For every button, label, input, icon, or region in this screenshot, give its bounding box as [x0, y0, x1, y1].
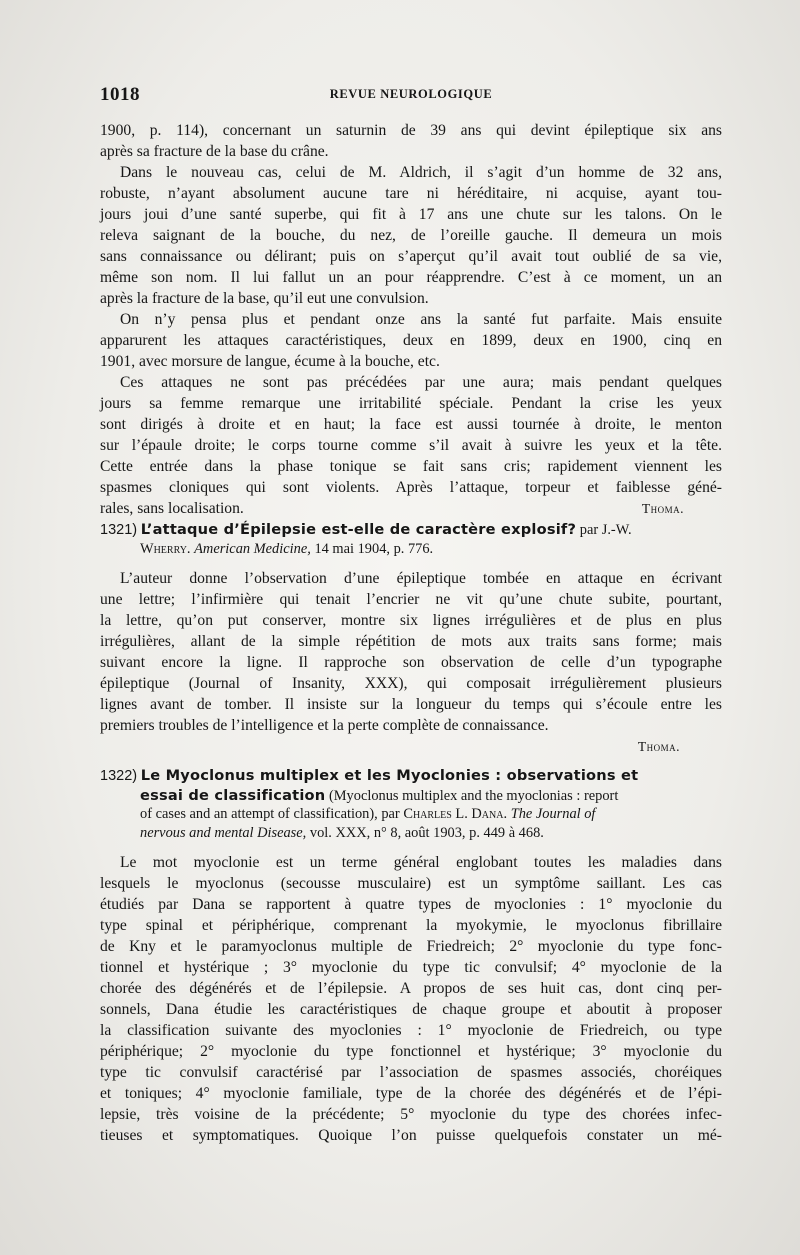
text-line: périphérique; 2° myoclonie du type fonctionnel et hystérique; 3° myoclonie du: [100, 1043, 722, 1060]
text-line: spasmes cloniques qui sont violents. Après l’attaque, torpeur et faiblesse géné-: [100, 479, 722, 496]
text-line: tionnel et hystérique ; 3° myoclonie du type tic convulsif; 4° myoclonie de la: [100, 959, 722, 976]
text-line: sont dirigés à droite et en haut; la face est aussi tournée à droite, le menton: [100, 416, 722, 433]
text-line: lepsie, très voisine de la précédente; 5° myoclonie du type des chorées infec-: [100, 1106, 722, 1123]
signature: Thoma.: [641, 501, 684, 516]
text-line: type spinal et périphérique, comprenant la myokymie, le myoclonus fibrillaire: [100, 917, 722, 934]
journal: nervous and mental Disease,: [140, 825, 307, 841]
text-line: tieuses et symptomatiques. Quoique l’on puisse quelquefois constater un mé-: [100, 1127, 722, 1144]
text-line: même son nom. Il lui fallut un an pour réapprendre. C’est à ce moment, un an: [100, 269, 722, 286]
text-line: premiers troubles de l’intelligence et la perte complète de connaissance.: [100, 717, 549, 734]
text-line: sur l’épaule droite; le corps tourne comme s’il avait à suivre les yeux et la tête.: [100, 437, 722, 454]
author: Wherry.: [140, 541, 191, 557]
text-line: apparurent les attaques caractéristiques, deux en 1899, deux en 1900, cinq en: [100, 332, 722, 349]
by-text: par J.-W.: [579, 522, 632, 538]
text-line: jours sa femme remarque une irritabilité spéciale. Pendant la crise les yeux: [100, 395, 722, 412]
text-line: Ces attaques ne sont pas précédées par une aura; mais pendant quelques: [120, 374, 722, 391]
text-line: On n’y pensa plus et pendant onze ans la santé fut parfaite. Mais ensuite: [120, 311, 722, 328]
heading-line: [100, 766, 722, 786]
page-header: [100, 84, 722, 108]
article-1322-body: [100, 852, 722, 1146]
text-line: suivant encore la ligne. Il rapproche son observation de celle d’un typographe: [100, 654, 722, 671]
text-line: irrégulières, allant de la simple répétition de mots aux traits sans forme; mais: [100, 633, 722, 650]
journal: American Medicine,: [194, 541, 311, 557]
citation: 14 mai 1904, p. 776.: [314, 541, 434, 557]
article-title: essai de classification: [140, 787, 326, 804]
heading-line: [100, 519, 722, 540]
text-line: 1900, p. 114), concernant un saturnin de 39 ans qui devint épileptique six ans: [100, 122, 722, 139]
text-line: la lettre, qu’on put conserver, montre six lignes irrégulières et de plus en plus: [100, 612, 722, 629]
signature: Thoma.: [637, 739, 680, 754]
text-line: la classification suivante des myoclonies : 1° myoclonie de Friedreich, ou type: [100, 1022, 722, 1039]
article-title: Le Myoclonus multiplex et les Myoclonies : observations et: [140, 767, 639, 784]
text-line: Dans le nouveau cas, celui de M. Aldrich, il s’agit d’un homme de 32 ans,: [120, 164, 722, 181]
article-1321-heading: [100, 519, 722, 559]
author: Charles L. Dana.: [403, 806, 508, 822]
citation: vol. XXX, n° 8, août 1903, p. 449 à 468.: [309, 825, 544, 841]
text-line: et toniques; 4° myoclonie familiale, type de la chorée des dégénérés et de l’épi-: [100, 1085, 722, 1102]
text-line: de Kny et le paramyoclonus multiple de Friedreich; 2° myoclonie du type fonc-: [100, 938, 722, 955]
text-line: chorée des dégénérés et de l’épilepsie. A propos de ses huit cas, dont cinq per-: [100, 980, 722, 997]
text-line: releva saignant de la bouche, du nez, de l’oreille gauche. Il demeura un mois: [100, 227, 722, 244]
subtitle: of cases and an attempt of classification), par: [140, 806, 400, 822]
journal: The Journal of: [510, 806, 596, 822]
heading-line: [100, 824, 722, 843]
text-line: après sa fracture de la base du crâne.: [100, 143, 329, 160]
heading-line: [100, 805, 722, 824]
text-line: Le mot myoclonie est un terme général englobant toutes les maladies dans: [120, 854, 722, 871]
article-1320-continued: [100, 120, 722, 519]
text-line: sans connaissance ou délirant; puis on s’aperçut qu’il avait tout oublié de sa vie,: [100, 248, 722, 265]
text-line: jours joui d’une santé superbe, qui fit à 17 ans une chute sur les talons. On le: [100, 206, 722, 223]
article-number: 1322): [100, 768, 138, 784]
text-line: après la fracture de la base, qu’il eut une convulsion.: [100, 290, 429, 307]
text-line: rales, sans localisation.: [100, 500, 244, 517]
closing-line: [100, 498, 722, 519]
text-line: type tic convulsif caractérisé par l’association de spasmes associés, choréiques: [100, 1064, 722, 1081]
text-line: lignes avant de tomber. Il insiste sur la longueur du temps qui s’écoule entre les: [100, 696, 722, 713]
subtitle: (Myoclonus multiplex and the myoclonias : report: [328, 788, 619, 804]
heading-line: [100, 540, 722, 559]
text-line: épileptique (Journal of Insanity, XXX), qui composait irrégulièrement plusieurs: [100, 675, 722, 692]
running-title: REVUE NEUROLOGIQUE: [329, 87, 493, 101]
article-number: 1321): [100, 522, 138, 538]
page-number: 1018: [100, 84, 140, 105]
text-line: 1901, avec morsure de langue, écume à la bouche, etc.: [100, 353, 440, 370]
article-1322-heading: [100, 766, 722, 843]
text-line: Cette entrée dans la phase tonique se fait sans cris; rapidement viennent les: [100, 458, 722, 475]
text-line: L’auteur donne l’observation d’une épileptique tombée en attaque en écrivant: [120, 570, 722, 587]
heading-line: [100, 786, 722, 805]
article-title: L’attaque d’Épilepsie est-elle de caractère explosif?: [140, 521, 577, 538]
article-1321-body: [100, 568, 722, 757]
text-line: étudiés par Dana se rapportent à quatre types de myoclonies : 1° myoclonie du: [100, 896, 722, 913]
signature-line: [100, 736, 722, 757]
text-line: sonnels, Dana étudie les caractéristiques de chaque groupe et aboutit à proposer: [100, 1001, 722, 1018]
text-line: robuste, n’ayant absolument aucune tare ni héréditaire, ni acquise, ayant tou-: [100, 185, 722, 202]
text-line: lesquels le myoclonus (secousse musculaire) est un symptôme saillant. Les cas: [100, 875, 722, 892]
text-line: une lettre; l’infirmière qui tenait l’encrier ne vit qu’une chute subite, pourtant,: [100, 591, 722, 608]
